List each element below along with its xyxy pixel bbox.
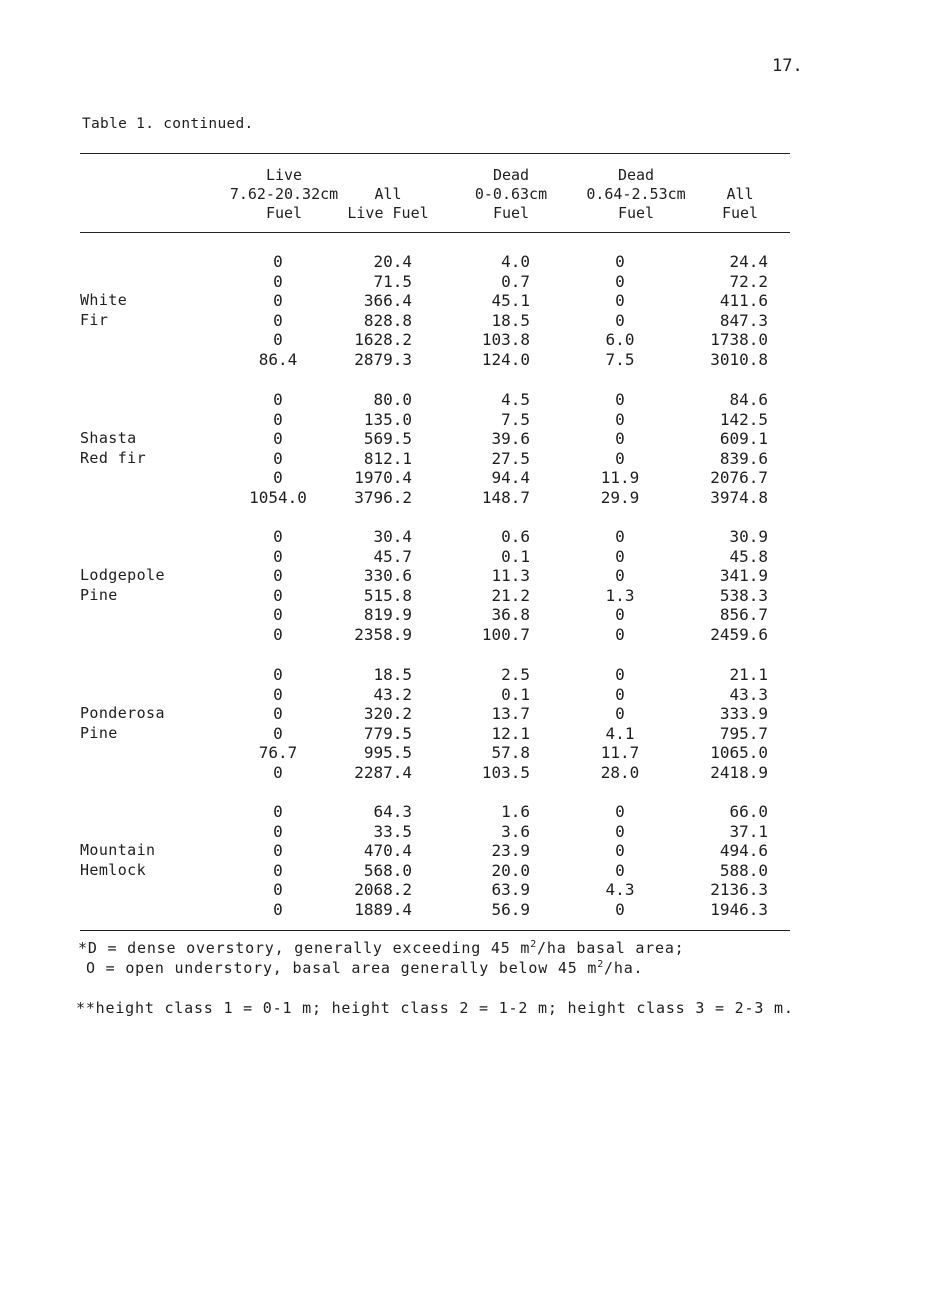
table-cell: 63.9 — [491, 880, 530, 899]
table-cell: 29.9 — [600, 487, 640, 507]
header-line: 0-0.63cm — [474, 185, 548, 203]
table-cell: 37.1 — [729, 821, 768, 841]
table-cell: 20.4 — [373, 252, 412, 271]
table-cell: 0 — [273, 723, 283, 743]
table-cell: 56.9 — [491, 899, 530, 919]
table-cell: 30.4 — [373, 527, 412, 546]
footnote-dense — [78, 939, 685, 957]
table-cell: 124.0 — [481, 349, 530, 369]
table-cell: 3974.8 — [710, 487, 768, 507]
column-header-all-live-fuel — [338, 166, 438, 223]
table-cell: 795.7 — [719, 723, 768, 743]
table-cell: 3796.2 — [354, 487, 412, 507]
table-cell: 18.5 — [373, 665, 412, 684]
column-header-dead-0.64-2.53cm — [576, 166, 696, 223]
table-cell: 0 — [273, 527, 283, 546]
table-cell: 0.1 — [501, 546, 530, 566]
table-cell: 45.1 — [491, 291, 530, 310]
table-cell: 0 — [273, 271, 283, 291]
table-cell: 569.5 — [363, 429, 412, 448]
table-cell: 12.1 — [491, 723, 530, 743]
table-cell: 0 — [615, 860, 625, 880]
table-cell: 18.5 — [491, 310, 530, 330]
table-cell: 0.7 — [501, 271, 530, 291]
table-cell: 0 — [273, 880, 283, 899]
table-cell: 11.7 — [600, 743, 640, 762]
table-cell: 0 — [273, 821, 283, 841]
header-line: 0.64-2.53cm — [586, 185, 686, 203]
table-cell: 20.0 — [491, 860, 530, 880]
table-cell: 0 — [273, 252, 283, 271]
header-line — [338, 166, 438, 185]
table-cell: 0 — [273, 585, 283, 605]
table-cell: 21.1 — [729, 665, 768, 684]
table-cell: 856.7 — [719, 605, 768, 624]
table-cell: 333.9 — [719, 704, 768, 723]
species-line: Red fir — [80, 448, 147, 467]
header-line: Live Fuel — [347, 204, 429, 222]
table-cell: 1889.4 — [354, 899, 412, 919]
header-line: Fuel — [265, 204, 303, 222]
table-cell: 27.5 — [491, 448, 530, 468]
table-cell: 13.7 — [491, 704, 530, 723]
table-cell: 1.3 — [605, 585, 635, 605]
table-cell: 39.6 — [491, 429, 530, 448]
species-line: Hemlock — [80, 860, 147, 879]
table-cell: 0 — [615, 271, 625, 291]
species-label — [80, 704, 165, 743]
table-cell: 0 — [615, 624, 625, 644]
table-cell: 0 — [273, 762, 283, 782]
table-cell: 828.8 — [363, 310, 412, 330]
table-cell: 2879.3 — [354, 349, 412, 369]
superscript: 2 — [597, 959, 605, 970]
header-line: All — [726, 185, 754, 203]
table-cell: 66.0 — [729, 802, 768, 821]
species-label — [80, 291, 127, 330]
table-cell: 6.0 — [605, 330, 635, 349]
table-cell: 588.0 — [719, 860, 768, 880]
table-cell: 30.9 — [729, 527, 768, 546]
table-cell: 1738.0 — [710, 330, 768, 349]
table-cell: 45.7 — [373, 546, 412, 566]
table-cell: 4.5 — [501, 390, 530, 409]
table-cell: 7.5 — [501, 409, 530, 429]
table-cell: 0 — [615, 665, 625, 684]
table-cell: 2418.9 — [710, 762, 768, 782]
table-cell: 1946.3 — [710, 899, 768, 919]
table-cell: 330.6 — [363, 566, 412, 585]
table-cell: 0 — [615, 429, 625, 448]
table-cell: 1970.4 — [354, 468, 412, 487]
species-line: Ponderosa — [80, 704, 165, 722]
table-cell: 43.3 — [729, 684, 768, 704]
table-cell: 411.6 — [719, 291, 768, 310]
table-cell: 839.6 — [719, 448, 768, 468]
column-header-live-7-20cm — [222, 166, 346, 223]
table-cell: 36.8 — [491, 605, 530, 624]
table-cell: 0 — [615, 704, 625, 723]
table-cell: 0 — [273, 330, 283, 349]
table-cell: 2459.6 — [710, 624, 768, 644]
table-cell: 2287.4 — [354, 762, 412, 782]
table-cell: 11.3 — [491, 566, 530, 585]
table-cell: 0 — [615, 684, 625, 704]
table-cell: 2076.7 — [710, 468, 768, 487]
species-label — [80, 429, 146, 468]
species-line: Mountain — [80, 841, 156, 859]
table-cell: 0 — [615, 291, 625, 310]
table-cell: 135.0 — [363, 409, 412, 429]
species-line: Pine — [80, 723, 118, 742]
table-cell: 0 — [273, 841, 283, 860]
table-cell: 320.2 — [363, 704, 412, 723]
table-cell: 812.1 — [363, 448, 412, 468]
species-line: Pine — [80, 585, 118, 604]
table-cell: 21.2 — [491, 585, 530, 605]
table-cell: 57.8 — [491, 743, 530, 762]
table-cell: 609.1 — [719, 429, 768, 448]
table-cell: 0 — [615, 310, 625, 330]
header-line: Dead — [492, 166, 530, 184]
table-cell: 45.8 — [729, 546, 768, 566]
species-line: White — [80, 291, 128, 309]
species-label — [80, 841, 155, 880]
header-line: Fuel — [617, 204, 655, 222]
footnote-text: /ha basal area; — [537, 939, 685, 957]
footnote-text: *D = dense overstory, generally exceeding 45 m — [78, 939, 531, 957]
table-cell: 142.5 — [719, 409, 768, 429]
table-bottom-rule — [80, 930, 790, 931]
page-number: 17. — [772, 56, 803, 76]
table-cell: 7.5 — [605, 349, 635, 369]
footnote-open — [86, 959, 643, 977]
table-cell: 1628.2 — [354, 330, 412, 349]
table-cell: 3.6 — [501, 821, 530, 841]
table-cell: 0 — [615, 527, 625, 546]
table-cell: 84.6 — [729, 390, 768, 409]
table-cell: 0 — [273, 860, 283, 880]
table-cell: 0 — [273, 605, 283, 624]
table-cell: 0 — [273, 546, 283, 566]
column-header-dead-0-0.63cm — [466, 166, 556, 223]
table-cell: 2136.3 — [710, 880, 768, 899]
species-line: Shasta — [80, 429, 137, 447]
table-cell: 0 — [273, 291, 283, 310]
table-cell: 0 — [273, 310, 283, 330]
table-cell: 0 — [273, 468, 283, 487]
table-cell: 71.5 — [373, 271, 412, 291]
table-cell: 1.6 — [501, 802, 530, 821]
table-cell: 538.3 — [719, 585, 768, 605]
table-caption: Table 1. continued. — [82, 116, 254, 132]
table-cell: 4.3 — [605, 880, 635, 899]
table-cell: 0 — [273, 429, 283, 448]
table-cell: 33.5 — [373, 821, 412, 841]
table-cell: 148.7 — [481, 487, 530, 507]
table-cell: 515.8 — [363, 585, 412, 605]
table-cell: 494.6 — [719, 841, 768, 860]
table-cell: 4.1 — [605, 723, 635, 743]
column-header-all-fuel — [700, 166, 780, 223]
table-cell: 819.9 — [363, 605, 412, 624]
table-cell: 0.6 — [501, 527, 530, 546]
table-cell: 0 — [273, 624, 283, 644]
table-cell: 0 — [273, 390, 283, 409]
footnote-text: O = open understory, basal area generally below 45 m — [86, 959, 598, 977]
table-cell: 1065.0 — [710, 743, 768, 762]
table-cell: 341.9 — [719, 566, 768, 585]
table-cell: 0 — [273, 684, 283, 704]
table-cell: 0 — [615, 802, 625, 821]
table-cell: 0.1 — [501, 684, 530, 704]
table-cell: 0 — [615, 566, 625, 585]
species-line: Fir — [80, 310, 109, 329]
table-cell: 0 — [615, 252, 625, 271]
table-cell: 0 — [273, 704, 283, 723]
table-cell: 2.5 — [501, 665, 530, 684]
footnote-text: /ha. — [604, 959, 644, 977]
table-cell: 76.7 — [258, 743, 298, 762]
table-cell: 568.0 — [363, 860, 412, 880]
table-cell: 23.9 — [491, 841, 530, 860]
superscript: 2 — [530, 939, 538, 950]
table-cell: 0 — [273, 448, 283, 468]
table-cell: 0 — [273, 899, 283, 919]
table-cell: 64.3 — [373, 802, 412, 821]
table-cell: 0 — [615, 409, 625, 429]
table-cell: 43.2 — [373, 684, 412, 704]
header-line: All — [374, 185, 402, 203]
table-cell: 94.4 — [491, 468, 530, 487]
table-cell: 0 — [273, 665, 283, 684]
header-line: Dead — [617, 166, 655, 184]
table-cell: 366.4 — [363, 291, 412, 310]
species-label — [80, 566, 165, 605]
table-cell: 72.2 — [729, 271, 768, 291]
table-cell: 4.0 — [501, 252, 530, 271]
table-cell: 0 — [273, 409, 283, 429]
footnote-height-class: **height class 1 = 0-1 m; height class 2 = 1-2 m; height class 3 = 2-3 m. — [76, 999, 794, 1017]
table-cell: 0 — [615, 546, 625, 566]
header-bottom-rule — [80, 232, 790, 233]
table-cell: 0 — [615, 448, 625, 468]
table-cell: 86.4 — [258, 349, 298, 369]
table-cell: 0 — [273, 566, 283, 585]
header-line: Fuel — [492, 204, 530, 222]
table-cell: 0 — [615, 899, 625, 919]
species-line: Lodgepole — [80, 566, 165, 584]
table-cell: 0 — [615, 605, 625, 624]
table-cell: 103.8 — [481, 330, 530, 349]
table-cell: 80.0 — [373, 390, 412, 409]
header-line: 7.62-20.32cm — [229, 185, 339, 203]
table-cell: 779.5 — [363, 723, 412, 743]
table-cell: 2068.2 — [354, 880, 412, 899]
table-cell: 28.0 — [600, 762, 640, 782]
table-cell: 11.9 — [600, 468, 640, 487]
table-cell: 0 — [615, 390, 625, 409]
table-top-rule — [80, 153, 790, 154]
table-cell: 470.4 — [363, 841, 412, 860]
table-cell: 24.4 — [729, 252, 768, 271]
header-line: Fuel — [721, 204, 759, 222]
header-line: Live — [265, 166, 303, 184]
table-cell: 1054.0 — [249, 487, 307, 507]
table-cell: 103.5 — [481, 762, 530, 782]
table-cell: 2358.9 — [354, 624, 412, 644]
table-cell: 0 — [615, 821, 625, 841]
table-cell: 847.3 — [719, 310, 768, 330]
table-cell: 995.5 — [363, 743, 412, 762]
header-line — [700, 166, 780, 185]
table-cell: 100.7 — [481, 624, 530, 644]
table-cell: 0 — [273, 802, 283, 821]
table-cell: 3010.8 — [710, 349, 768, 369]
table-cell: 0 — [615, 841, 625, 860]
